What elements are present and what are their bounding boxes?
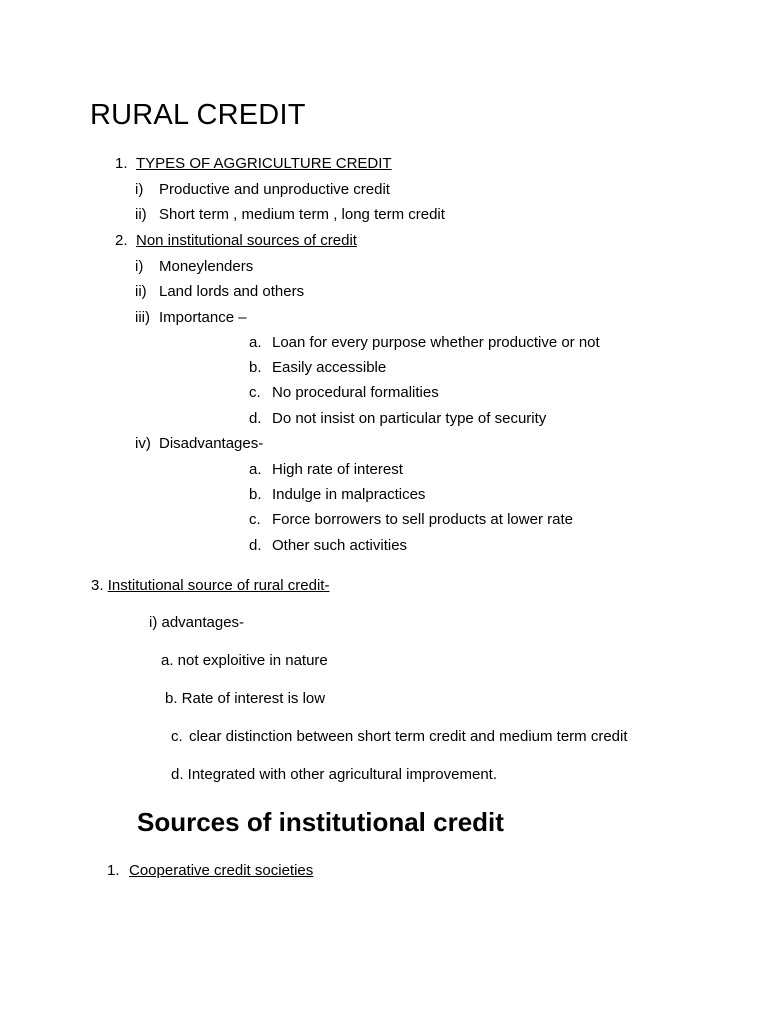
sub-list-item: c. Force borrowers to sell products at lower rate — [249, 511, 573, 528]
sub-list-item: b. Rate of interest is low — [165, 690, 326, 707]
list-item: i) Moneylenders — [135, 258, 254, 275]
sub-list-item: a. High rate of interest — [249, 461, 403, 478]
list-item: iii) Importance – — [135, 309, 247, 326]
section-3-number: 3. — [91, 577, 104, 594]
list-item: i) advantages- — [149, 614, 245, 631]
section-heading: Sources of institutional credit — [137, 807, 504, 837]
section-2-number: 2. — [115, 232, 128, 249]
list-item: ii) Short term , medium term , long term credit — [135, 206, 445, 223]
list-item: ii) Land lords and others — [135, 283, 305, 300]
list-item: iv) Disadvantages- — [135, 435, 264, 452]
sub-list-item: b. Indulge in malpractices — [249, 486, 426, 503]
section-3-title: Institutional source of rural credit- — [107, 577, 330, 594]
sub-list-item: b. Easily accessible — [249, 359, 387, 376]
section-2-heading — [115, 232, 357, 250]
section-1-heading — [115, 155, 392, 173]
list-item: i) Productive and unproductive credit — [135, 181, 390, 198]
page-title: RURAL CREDIT — [90, 99, 306, 131]
section-1-title: TYPES OF AGGRICULTURE CREDIT — [136, 155, 392, 172]
section-2-title: Non institutional sources of credit — [136, 232, 357, 249]
sub-list-item: a. Loan for every purpose whether productive or not — [249, 334, 600, 351]
sub-list-item: d. Other such activities — [249, 537, 408, 554]
sub-list-item: d. Integrated with other agricultural improvement. — [171, 766, 497, 783]
sub-list-item: c. clear distinction between short term credit and medium term credit — [171, 728, 628, 745]
sub-list-item: d. Do not insist on particular type of security — [249, 410, 547, 427]
section-3-heading — [91, 577, 329, 595]
section-1-number: 1. — [115, 155, 128, 172]
sub-list-item: a. not exploitive in nature — [161, 652, 328, 669]
sub-list-item: c. No procedural formalities — [249, 384, 439, 401]
sources-list-item: 1. Cooperative credit societies — [107, 862, 314, 879]
